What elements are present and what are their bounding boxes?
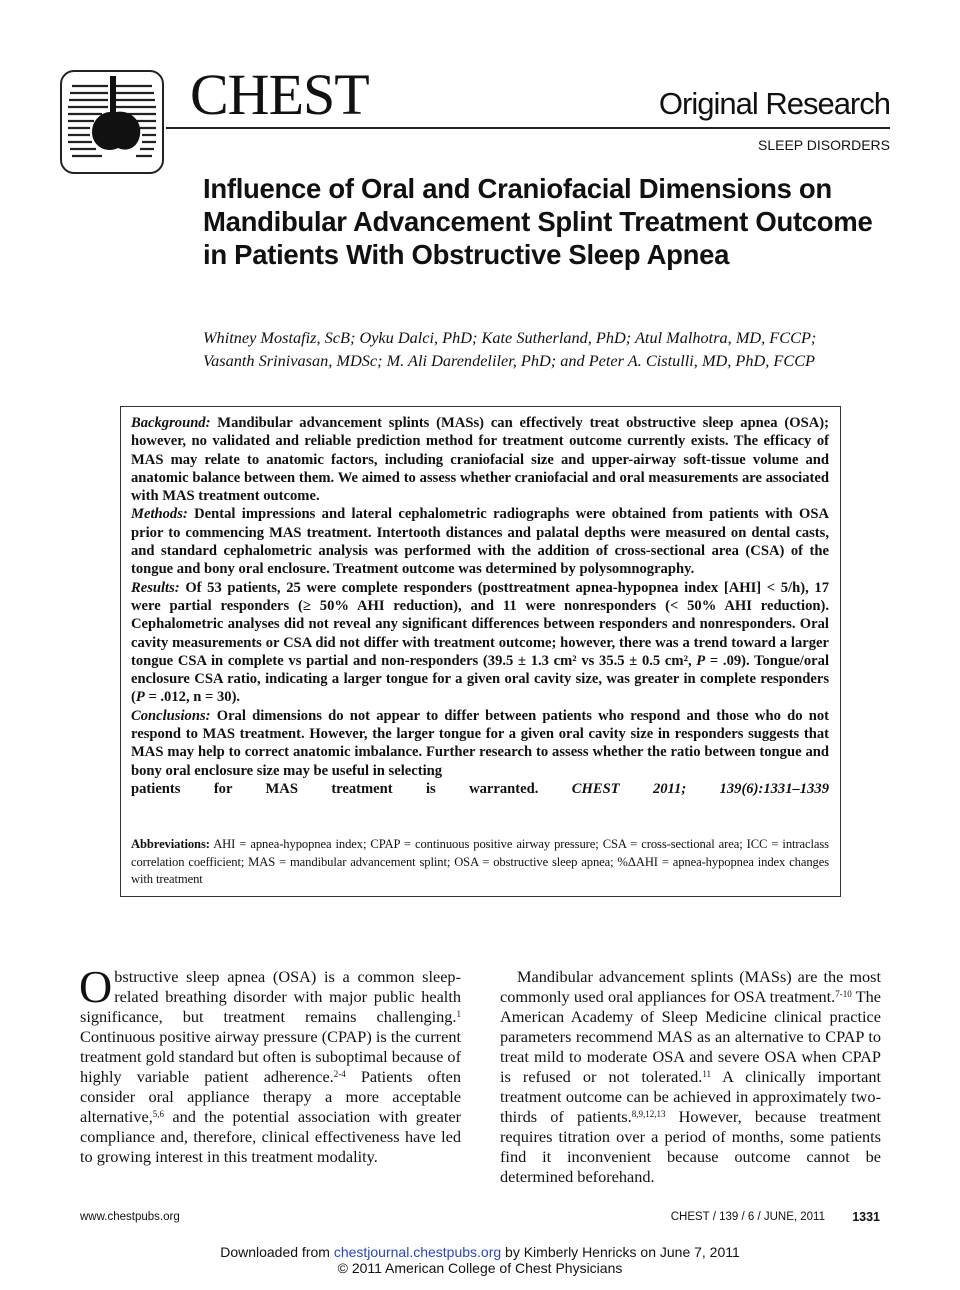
body-column-left — [79, 961, 461, 1167]
body-text: bstructive sleep apnea (OSA) is a common sleep-related breathing disorder with major public health significance, but treatment remains challenging. — [80, 967, 461, 1026]
body-text: A clinically important treatment outcome can be achieved in approximately two-thirds of patients. — [500, 1067, 881, 1126]
abstract-background — [131, 414, 829, 505]
background-text: Mandibular advancement splints (MASs) can effectively treat obstructive sleep apnea (OSA); however, no validated and reliable prediction method for treatment outcome currently exists. The efficacy of MAS may relate to anatomic factors, including craniofacial size and upper-airway soft-tissue volume and anatomic balance between them. We aimed to assess whether craniofacial and oral measurements are associated with MAS treatment outcome. — [131, 415, 829, 505]
reference-marker[interactable]: 1 — [456, 1009, 461, 1019]
results-p-value-2: P — [135, 689, 145, 706]
results-p-value-1: P — [696, 652, 706, 669]
results-label: Results: — [131, 579, 180, 596]
reference-marker[interactable]: 11 — [702, 1069, 712, 1079]
body-column-right — [500, 967, 881, 1187]
results-text-2: = .09). Tongue/oral enclosure CSA ratio, indicating a larger tongue for a given oral cavity size, was greater in complete responders ( — [131, 652, 829, 706]
methods-label: Methods: — [131, 506, 188, 523]
reference-marker[interactable]: 2-4 — [333, 1069, 346, 1079]
footer-issue: CHEST / 139 / 6 / JUNE, 2011 — [670, 1211, 825, 1223]
author-list — [203, 326, 893, 372]
reference-marker[interactable]: 5,6 — [152, 1109, 165, 1119]
journal-link[interactable]: chestjournal.chestpubs.org — [333, 1244, 502, 1260]
abstract-methods — [131, 505, 829, 578]
conclusions-label: Conclusions: — [131, 707, 211, 724]
copyright: © 2011 American College of Chest Physicians — [337, 1260, 623, 1276]
body-text: and the potential association with greater compliance and, therefore, clinical effectiveness have led to growing interest in this treatment modality. — [80, 1107, 461, 1166]
abbreviations-text: AHI = apnea-hypopnea index; CPAP = continuous positive airway pressure; CSA = cross-sectional area; ICC = intraclass correlation coefficient; MAS = mandibular advancement splint; OSA = obstructive sleep apnea; %ΔAHI = apnea-hypopnea index changes with treatment — [131, 837, 829, 886]
footer-url[interactable]: www.chestpubs.org — [80, 1211, 180, 1223]
methods-text: Dental impressions and lateral cephalometric radiographs were obtained from patients with OSA prior to commencing MAS treatment. Intertooth distances and palatal depths were measured on dental casts, and standard cephalometric analysis was performed with the addition of cross-sectional area (CSA) of the tongue and bony oral enclosure. Treatment outcome was determined by polysomnography. — [131, 506, 829, 578]
journal-name: CHEST — [190, 62, 369, 127]
header-rule — [166, 127, 890, 129]
section-type: Original Research — [658, 86, 890, 121]
author-line-1: Whitney Mostafiz, ScB; Oyku Dalci, PhD; Kate Sutherland, PhD; Atul Malhotra, MD, FCCP; — [203, 328, 817, 347]
author-line-2: Vasanth Srinivasan, MDSc; M. Ali Darendeliler, PhD; and Peter A. Cistulli, MD, PhD, FCCP — [203, 351, 815, 370]
body-text: Patients often consider oral appliance therapy a more acceptable alternative, — [80, 1067, 461, 1126]
body-text: Mandibular advancement splints (MASs) are the most commonly used oral appliances for OSA treatment. — [500, 967, 881, 1006]
section-topic: SLEEP DISORDERS — [757, 137, 890, 153]
body-text: The American Academy of Sleep Medicine clinical practice parameters recommend MAS as an alternative to CPAP to treat mild to moderate OSA and severe OSA when CPAP is refused or not tolerated. — [500, 987, 881, 1086]
download-notice — [0, 1244, 960, 1260]
download-prefix: Downloaded from — [220, 1244, 334, 1260]
lungs-logo-icon — [62, 72, 162, 172]
download-suffix: by Kimberly Henricks on June 7, 2011 — [501, 1244, 740, 1260]
abstract-results — [131, 579, 829, 707]
conclusions-text: Oral dimensions do not appear to differ between patients who respond and those who do not respond to MAS treatment. However, the larger tongue for a given oral cavity size in responders suggests that MAS may help to correct anatomic imbalance. Further research to assess whether the ratio between tongue and bony oral enclosure size may be useful in selecting — [131, 707, 829, 779]
body-text: Continuous positive airway pressure (CPAP) is the current treatment gold standard but often is suboptimal because of highly variable patient adherence. — [80, 1027, 461, 1086]
body-text: However, because treatment requires titration over a period of months, some patients find it inconvenient because outcome cannot be determined beforehand. — [500, 1107, 881, 1186]
article-title: Influence of Oral and Craniofacial Dimensions on Mandibular Advancement Splint Treatment Outcome in Patients With Obstructive Sleep Apnea — [203, 173, 873, 270]
results-text-1: Of 53 patients, 25 were complete responders (posttreatment apnea-hypopnea index [AHI] < 5/h), 17 were partial responders (≥ 50% AHI reduction), and 11 were nonresponders (< 50% AHI reduction). Cephalometric analyses did not reveal any significant differences between responders and nonresponders. Oral cavity measurements or CSA did not differ with treatment outcome; however, there was a trend toward a larger tongue CSA in complete vs partial and non-responders (39.5 ± 1.3 cm² vs 35.5 ± 0.5 cm², — [131, 579, 829, 669]
background-label: Background: — [131, 415, 211, 431]
reference-marker[interactable]: 8,9,12,13 — [631, 1109, 666, 1119]
abstract — [131, 414, 829, 798]
chest-logo — [60, 70, 164, 174]
article-citation: CHEST 2011; 139(6):1331–1339 — [571, 780, 829, 797]
abstract-conclusions — [131, 707, 829, 780]
abbreviations — [131, 836, 829, 889]
page-number: 1331 — [852, 1210, 880, 1224]
conclusions-last-line: patients for MAS treatment is warranted. — [131, 780, 539, 797]
drop-cap: O — [79, 961, 113, 1012]
results-text-3: = .012, n = 30). — [144, 689, 241, 706]
reference-marker[interactable]: 7-10 — [835, 989, 852, 999]
citation-line — [131, 780, 829, 798]
abbreviations-label: Abbreviations: — [131, 837, 210, 851]
